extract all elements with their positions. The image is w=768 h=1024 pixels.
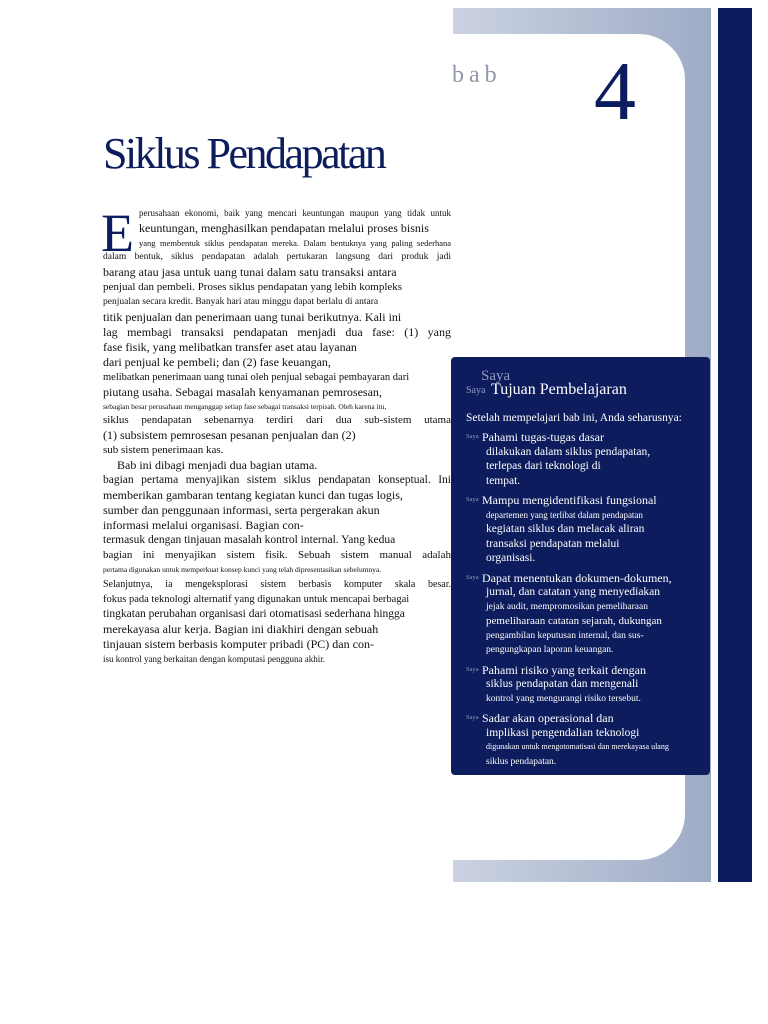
body-line: dari penjual ke pembeli; dan (2) fase keuangan, (103, 355, 331, 369)
body-line: tinjauan sistem berbasis komputer pribadi (PC) dan con- (103, 637, 374, 651)
objective-line: siklus pendapatan. (486, 756, 557, 767)
body-text (101, 203, 451, 666)
body-line: penjual dan pembeli. Proses siklus pendapatan yang lebih kompleks (103, 281, 403, 293)
objective-item (466, 711, 706, 769)
body-line: sebagian besar perusahaan menganggap setiap fase sebagai transaksi terpisah. Oleh karena itu, (103, 402, 387, 411)
learning-objectives-box (451, 357, 710, 775)
body-line: memberikan gambaran tentang kegiatan kunci dan tugas logis, (103, 488, 403, 502)
objective-line: Pahami tugas-tugas dasar (482, 430, 604, 444)
chapter-number: 4 (594, 45, 636, 138)
body-line: tingkatan perubahan organisasi dari otomatisasi sederhana hingga (103, 608, 405, 620)
body-line: yang membentuk siklus pendapatan mereka. Dalam bentuknya yang paling sederhana (139, 238, 451, 248)
objectives-title: Tujuan Pembelajaran (491, 381, 627, 398)
objective-line: terlepas dari teknologi di (486, 460, 601, 472)
body-line: merekayasa alur kerja. Bagian ini diakhiri dengan sebuah (103, 622, 379, 636)
body-line: perusahaan ekonomi, baik yang mencari keuntungan maupun yang tidak untuk (139, 208, 451, 218)
objective-line: transaksi pendapatan melalui (486, 537, 620, 550)
objective-bullet: Saya (466, 496, 479, 503)
objective-bullet: Saya (466, 714, 479, 721)
objective-line: siklus pendapatan dan mengenali (486, 678, 639, 690)
body-line: fokus pada teknologi alternatif yang digunakan untuk mencapai berbagai (103, 594, 410, 605)
objective-line: organisasi. (486, 552, 536, 564)
body-line: barang atau jasa untuk uang tunai dalam satu transaksi antara (103, 265, 397, 279)
objective-line: pengungkapan laporan keuangan. (486, 645, 614, 655)
objective-line: kegiatan siklus dan melacak aliran (486, 523, 645, 535)
body-line: sumber dan penggunaan informasi, serta pergerakan akun (103, 503, 380, 517)
objective-line: implikasi pengendalian teknologi (486, 726, 640, 739)
objective-line: Mampu mengidentifikasi fungsional (482, 493, 657, 507)
body-line: Selanjutnya, ia mengeksplorasi sistem berbasis komputer skala besar. (103, 579, 451, 590)
objectives-title-marker: Saya (466, 385, 486, 396)
body-line: informasi melalui organisasi. Bagian con- (103, 518, 304, 532)
objective-item (466, 571, 706, 658)
drop-cap: E (101, 203, 134, 263)
objective-line: Sadar akan operasional dan (482, 711, 614, 725)
decorative-dark-bar (718, 8, 752, 882)
objective-line: pengambilan keputusan internal, dan sus- (486, 630, 644, 641)
objective-line: Pahami risiko yang terkait dengan (482, 662, 646, 677)
body-line: (1) subsistem pemrosesan pesanan penjualan dan (2) (103, 428, 356, 442)
body-line: termasuk dengan tinjauan masalah kontrol internal. Yang kedua (103, 534, 396, 546)
objective-item (466, 430, 706, 488)
body-line: Bab ini dibagi menjadi dua bagian utama. (117, 458, 318, 472)
body-line: melibatkan penerimaan uang tunai oleh penjual sebagai pembayaran dari (103, 372, 410, 383)
body-line: dalam bentuk, siklus pendapatan adalah pertukaran langsung dari produk jadi (103, 252, 451, 262)
objectives-decoration: Saya (481, 368, 511, 384)
body-line: keuntungan, menghasilkan pendapatan melalui proses bisnis (139, 221, 429, 235)
body-line: bagian ini menyajikan sistem fisik. Sebuah sistem manual adalah (103, 549, 451, 561)
page-title: Siklus Pendapatan (103, 129, 385, 178)
chapter-label: bab (452, 62, 502, 88)
objective-line: Dapat menentukan dokumen-dokumen, (482, 570, 672, 585)
body-line: siklus pendapatan sebenarnya terdiri dari dua sub-sistem utama (103, 414, 451, 426)
objective-line: jejak audit, mempromosikan pemeliharaan (486, 601, 648, 612)
body-line: pertama digunakan untuk memperkuat konsep kunci yang telah dipresentasikan sebelumnya. (103, 565, 382, 574)
body-line: fase fisik, yang melibatkan transfer aset atau layanan (103, 340, 357, 354)
body-line: isu kontrol yang berkaitan dengan komputasi pengguna akhir. (103, 654, 325, 664)
objective-line: jurnal, dan catatan yang menyediakan (486, 586, 661, 598)
objective-line: pemeliharaan catatan sejarah, dukungan (486, 615, 662, 627)
body-line: bagian pertama menyajikan sistem siklus pendapatan konseptual. Ini (103, 474, 451, 486)
objective-line: dilakukan dalam siklus pendapatan, (486, 445, 651, 458)
objective-line: digunakan untuk mengotomatisasi dan merekayasa ulang (486, 742, 669, 751)
objective-line: departemen yang terlibat dalam pendapatan (486, 509, 643, 520)
body-line: penjualan secara kredit. Banyak hari atau minggu dapat berlalu di antara (103, 297, 379, 307)
body-line: titik penjualan dan penerimaan uang tunai berikutnya. Kali ini (103, 310, 402, 324)
objective-bullet: Saya (466, 573, 479, 581)
body-line: sub sistem penerimaan kas. (103, 444, 224, 456)
objective-item (466, 663, 706, 707)
body-line: piutang usaha. Sebagai masalah kenyamanan pemrosesan, (103, 385, 382, 399)
objective-line: kontrol yang mengurangi risiko tersebut. (486, 693, 641, 704)
objectives-intro: Setelah mempelajari bab ini, Anda seharusnya: (466, 412, 682, 424)
body-line: lag membagi transaksi pendapatan menjadi dua fase: (1) yang (103, 325, 451, 339)
objective-item (466, 493, 706, 566)
objective-line: tempat. (486, 474, 521, 487)
objectives-list (466, 430, 706, 774)
objective-bullet: Saya (466, 665, 479, 673)
objective-bullet: Saya (466, 433, 479, 440)
